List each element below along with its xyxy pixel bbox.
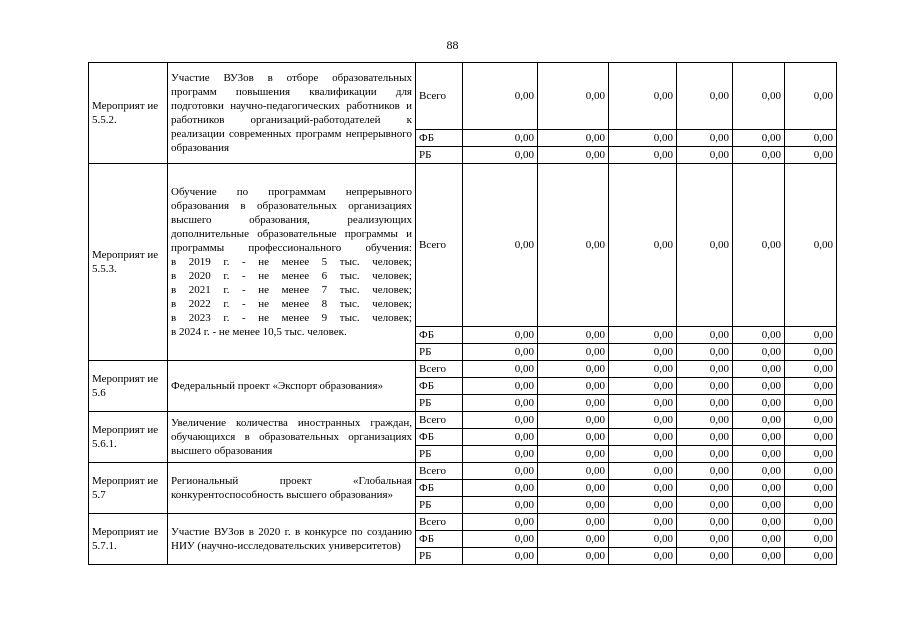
amount-cell: 0,00 (463, 164, 538, 327)
amount-cell: 0,00 (463, 327, 538, 344)
amount-cell: 0,00 (733, 344, 785, 361)
amount-cell: 0,00 (609, 446, 677, 463)
amount-cell: 0,00 (463, 63, 538, 130)
amount-cell: 0,00 (538, 514, 609, 531)
amount-cell: 0,00 (677, 164, 733, 327)
amount-cell: 0,00 (785, 446, 837, 463)
amount-cell: 0,00 (785, 497, 837, 514)
amount-cell: 0,00 (538, 429, 609, 446)
description-line: в 2022 г. - не менее 8 тыс. человек; (171, 298, 412, 310)
amount-cell: 0,00 (785, 130, 837, 147)
amount-cell: 0,00 (609, 147, 677, 164)
amount-cell: 0,00 (538, 344, 609, 361)
amount-cell: 0,00 (733, 412, 785, 429)
measure-code: Мероприят ие 5.5.3. (89, 164, 168, 361)
amount-cell: 0,00 (785, 514, 837, 531)
funding-source: ФБ (416, 378, 463, 395)
table-row (89, 412, 837, 429)
amount-cell: 0,00 (538, 63, 609, 130)
amount-cell: 0,00 (733, 480, 785, 497)
amount-cell: 0,00 (785, 395, 837, 412)
amount-cell: 0,00 (733, 147, 785, 164)
amount-cell: 0,00 (785, 327, 837, 344)
amount-cell: 0,00 (785, 378, 837, 395)
description-line: Федеральный проект «Экспорт образования» (171, 380, 384, 392)
funding-source: Всего (416, 63, 463, 130)
description-line: Региональный проект «Глобальная конкурентоспособность высшего образования» (171, 475, 412, 501)
funding-source: ФБ (416, 531, 463, 548)
funding-source: ФБ (416, 327, 463, 344)
amount-cell: 0,00 (785, 361, 837, 378)
amount-cell: 0,00 (538, 395, 609, 412)
measure-description (168, 63, 416, 164)
measure-code: Мероприят ие 5.7.1. (89, 514, 168, 565)
measure-description (168, 463, 416, 514)
amount-cell: 0,00 (733, 446, 785, 463)
amount-cell: 0,00 (609, 531, 677, 548)
funding-source: РБ (416, 548, 463, 565)
amount-cell: 0,00 (609, 480, 677, 497)
funding-source: Всего (416, 361, 463, 378)
amount-cell: 0,00 (733, 514, 785, 531)
amount-cell: 0,00 (609, 378, 677, 395)
amount-cell: 0,00 (538, 531, 609, 548)
amount-cell: 0,00 (538, 412, 609, 429)
amount-cell: 0,00 (733, 429, 785, 446)
description-line: в 2024 г. - не менее 10,5 тыс. человек. (171, 326, 347, 338)
table-row (89, 164, 837, 327)
funding-source: ФБ (416, 130, 463, 147)
amount-cell: 0,00 (463, 514, 538, 531)
funding-source: РБ (416, 446, 463, 463)
measure-code: Мероприят ие 5.5.2. (89, 63, 168, 164)
funding-source: РБ (416, 497, 463, 514)
table-row (89, 63, 837, 130)
funding-source: РБ (416, 344, 463, 361)
funding-source: Всего (416, 514, 463, 531)
measure-description (168, 361, 416, 412)
amount-cell: 0,00 (609, 63, 677, 130)
amount-cell: 0,00 (463, 130, 538, 147)
amount-cell: 0,00 (733, 164, 785, 327)
amount-cell: 0,00 (733, 497, 785, 514)
amount-cell: 0,00 (538, 480, 609, 497)
amount-cell: 0,00 (677, 327, 733, 344)
description-line: Участие ВУЗов в 2020 г. в конкурсе по созданию НИУ (научно-исследовательских университетов) (171, 526, 412, 552)
description-line: Обучение по программам непрерывного образования в образовательных организациях высшего образования, реализующих дополнительные образовательные программы и программы профессионального обучения: (171, 186, 412, 254)
description-line: в 2020 г. - не менее 6 тыс. человек; (171, 270, 412, 282)
amount-cell: 0,00 (677, 429, 733, 446)
amount-cell: 0,00 (733, 378, 785, 395)
amount-cell: 0,00 (463, 446, 538, 463)
amount-cell: 0,00 (463, 412, 538, 429)
amount-cell: 0,00 (733, 531, 785, 548)
amount-cell: 0,00 (463, 395, 538, 412)
amount-cell: 0,00 (609, 395, 677, 412)
amount-cell: 0,00 (785, 429, 837, 446)
amount-cell: 0,00 (609, 463, 677, 480)
amount-cell: 0,00 (785, 344, 837, 361)
amount-cell: 0,00 (785, 480, 837, 497)
amount-cell: 0,00 (785, 463, 837, 480)
amount-cell: 0,00 (677, 514, 733, 531)
description-line: в 2019 г. - не менее 5 тыс. человек; (171, 256, 412, 268)
amount-cell: 0,00 (733, 327, 785, 344)
amount-cell: 0,00 (538, 548, 609, 565)
amount-cell: 0,00 (733, 548, 785, 565)
amount-cell: 0,00 (538, 130, 609, 147)
amount-cell: 0,00 (677, 63, 733, 130)
measure-code: Мероприят ие 5.7 (89, 463, 168, 514)
funding-source: Всего (416, 164, 463, 327)
amount-cell: 0,00 (785, 548, 837, 565)
amount-cell: 0,00 (677, 147, 733, 164)
amount-cell: 0,00 (463, 378, 538, 395)
amount-cell: 0,00 (677, 412, 733, 429)
measure-code: Мероприят ие 5.6.1. (89, 412, 168, 463)
amount-cell: 0,00 (538, 463, 609, 480)
amount-cell: 0,00 (677, 378, 733, 395)
measure-description (168, 164, 416, 361)
amount-cell: 0,00 (785, 63, 837, 130)
amount-cell: 0,00 (609, 548, 677, 565)
amount-cell: 0,00 (538, 147, 609, 164)
description-line: в 2023 г. - не менее 9 тыс. человек; (171, 312, 412, 324)
table-row (89, 514, 837, 531)
table-row (89, 463, 837, 480)
funding-source: Всего (416, 463, 463, 480)
amount-cell: 0,00 (677, 361, 733, 378)
amount-cell: 0,00 (463, 531, 538, 548)
measure-code: Мероприят ие 5.6 (89, 361, 168, 412)
measure-description (168, 412, 416, 463)
page-number: 88 (446, 38, 459, 52)
amount-cell: 0,00 (733, 361, 785, 378)
amount-cell: 0,00 (538, 446, 609, 463)
amount-cell: 0,00 (538, 497, 609, 514)
amount-cell: 0,00 (463, 147, 538, 164)
amount-cell: 0,00 (785, 164, 837, 327)
amount-cell: 0,00 (677, 497, 733, 514)
amount-cell: 0,00 (609, 514, 677, 531)
amount-cell: 0,00 (463, 548, 538, 565)
funding-source: Всего (416, 412, 463, 429)
amount-cell: 0,00 (463, 480, 538, 497)
amount-cell: 0,00 (609, 344, 677, 361)
amount-cell: 0,00 (609, 164, 677, 327)
amount-cell: 0,00 (733, 395, 785, 412)
funding-source: РБ (416, 395, 463, 412)
amount-cell: 0,00 (677, 446, 733, 463)
amount-cell: 0,00 (677, 463, 733, 480)
amount-cell: 0,00 (733, 130, 785, 147)
amount-cell: 0,00 (677, 395, 733, 412)
amount-cell: 0,00 (785, 531, 837, 548)
amount-cell: 0,00 (733, 463, 785, 480)
amount-cell: 0,00 (538, 378, 609, 395)
amount-cell: 0,00 (785, 147, 837, 164)
amount-cell: 0,00 (609, 429, 677, 446)
amount-cell: 0,00 (538, 164, 609, 327)
amount-cell: 0,00 (463, 361, 538, 378)
table-row (89, 361, 837, 378)
amount-cell: 0,00 (538, 327, 609, 344)
amount-cell: 0,00 (538, 361, 609, 378)
amount-cell: 0,00 (609, 497, 677, 514)
budget-table (88, 62, 837, 565)
measure-description (168, 514, 416, 565)
amount-cell: 0,00 (463, 344, 538, 361)
amount-cell: 0,00 (463, 463, 538, 480)
amount-cell: 0,00 (463, 429, 538, 446)
amount-cell: 0,00 (609, 412, 677, 429)
amount-cell: 0,00 (733, 63, 785, 130)
amount-cell: 0,00 (609, 327, 677, 344)
amount-cell: 0,00 (677, 548, 733, 565)
funding-source: ФБ (416, 429, 463, 446)
description-line: Увеличение количества иностранных граждан, обучающихся в образовательных организациях высшего образования (171, 417, 412, 457)
amount-cell: 0,00 (609, 361, 677, 378)
amount-cell: 0,00 (463, 497, 538, 514)
amount-cell: 0,00 (609, 130, 677, 147)
description-line: в 2021 г. - не менее 7 тыс. человек; (171, 284, 412, 296)
funding-source: ФБ (416, 480, 463, 497)
amount-cell: 0,00 (677, 480, 733, 497)
description-line: Участие ВУЗов в отборе образовательных программ повышения квалификации для подготовки научно-педагогических работников и работников организаций-работодателей к реализации современных программ непрерывного образования (171, 72, 412, 154)
funding-source: РБ (416, 147, 463, 164)
amount-cell: 0,00 (677, 344, 733, 361)
amount-cell: 0,00 (677, 130, 733, 147)
amount-cell: 0,00 (785, 412, 837, 429)
amount-cell: 0,00 (677, 531, 733, 548)
